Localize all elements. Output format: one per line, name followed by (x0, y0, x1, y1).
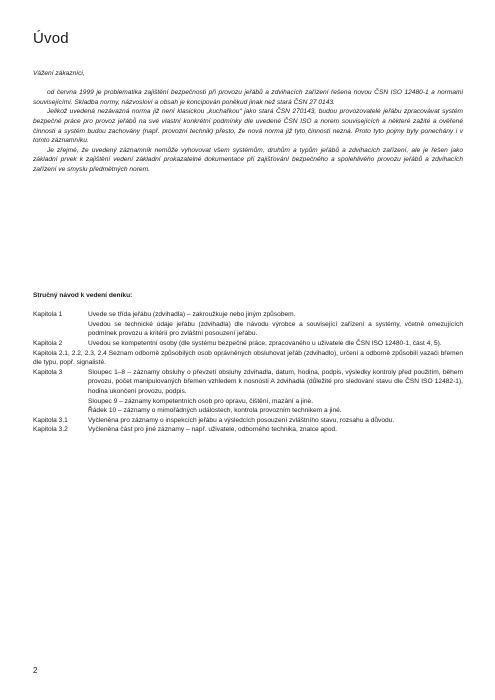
chapter-label-empty (33, 397, 88, 407)
guide-item-kapitola-2-1-to-2-4: Kapitola 2.1, 2.2, 2.3, 2.4 Seznam odborně způsobilých osob oprávněných obsluhovat jeřáb (zdvihadlo), určení a odborně způsobilí vazači břemen dle typu, popř. signalisté. (33, 349, 463, 367)
chapter-text: Uvede se třída jeřábu (zdvihadla) – zakroužkuje nebo jiným způsobem. (88, 311, 296, 319)
guide-item-kapitola-3-1 (33, 416, 463, 426)
guide-item-kapitola-1-cont (33, 320, 463, 339)
chapter-label: Kapitola 3.2 (33, 426, 68, 434)
guide-heading: Stručný návod k vedení deníku: (33, 292, 133, 299)
chapter-text: Sloupec 1–8 – záznamy obsluhy o převzetí obsluhy zdvihadla, datum, hodina, podpis, výsledky kontroly před použitím, během provozu, počet manipulovaných břemen vzhledem k nosnosti A zdvihadla (důležité pro sledování stavu dle ČSN ISO 12482-1), hodina ukončení provozu, podpis. (88, 368, 463, 395)
chapter-label: Kapitola 3.1 (33, 416, 68, 424)
chapter-text: Uvedou se kompetentní osoby (dle systému bezpečné práce, zpracovaného u uživatele dle ČSN ISO 12480-1, část 4, 5). (88, 339, 442, 347)
page-number: 2 (33, 666, 38, 675)
guide-item-kapitola-1 (33, 310, 463, 320)
guide-section (33, 291, 463, 435)
guide-item-kapitola-3-2 (33, 425, 463, 435)
chapter-label: Kapitola 2 (33, 339, 63, 347)
chapter-text: Řádek 10 – záznamy o mimořádných událostech, kontrola provozním technikem a jiné. (88, 407, 342, 415)
intro-section (33, 69, 463, 175)
chapter-label-empty (33, 320, 88, 339)
greeting: Vážení zákazníci, (33, 70, 85, 77)
chapter-text: Sloupec 9 – záznamy kompetentních osob pro opravu, čištění, mazání a jiné. (88, 397, 314, 405)
chapter-text: Uvedou se technické údaje jeřábu (zdvihadla) dle návodu výrobce a související zařízení a systémy, včetně omezujících podmínek provozu a kritérií pro zvláštní posouzení jeřábu. (88, 320, 463, 338)
guide-item-kapitola-3 (33, 368, 463, 397)
intro-paragraph-2: Jelikož uvedená nezávazná norma již není klasickou „kuchařkou“ jako stará ČSN 270143, budou provozovatelé jeřábu zpracovávat systém bezpečné práce pro provoz jeřábů na své vlastní konkrétní podmínky dle uvedené ČSN ISO a norem souvisejících a některé zažité a ověřené činnosti a systém budou zachovány (např. provozní technik) přesto, že nová norma již tyto činnosti nezná. Proto tyto pojmy byly ponechány i v tomto záznamníku. (33, 108, 463, 145)
chapter-label: Kapitola 1 (33, 311, 63, 319)
chapter-text: Vyčleněna pro záznamy o inspekcích jeřábu a výsledcích posouzení zvláštního stavu, rozsahu a důvodu. (88, 416, 395, 424)
page-title: Úvod (33, 30, 69, 47)
guide-item-kapitola-3-col9 (33, 397, 463, 407)
guide-item-kapitola-3-row10 (33, 406, 463, 416)
chapter-text: Vyčleněna část pro jiné záznamy – např. uživatele, odborného technika, znalce apod. (88, 426, 338, 434)
chapter-label: Kapitola 3 (33, 368, 63, 376)
chapter-label-empty (33, 406, 88, 416)
guide-item-kapitola-2 (33, 339, 463, 349)
intro-paragraph-1: od června 1999 je problematika zajištění bezpečnosti při provozu jeřábů a zdvihacích zařízení řešena novou ČSN ISO 12480-1 a normami souvisejícími. Skladba normy, názvosloví a obsah je koncipován poněkud jinak než stará ČSN 27 0143. (33, 89, 463, 106)
intro-paragraph-3: Je zřejmé, že uvedený záznamník nemůže vyhovovat všem systémům, druhům a typům jeřábů a zdvihacích zařízení, ale je řešen jako základní prvek k zajištění vedení základní prokazatelné dokumentace při zajišťování bezpečného a spolehlivého provozu jeřábů a zdvihacích zařízení ve smyslu předmětných norem. (33, 146, 463, 173)
